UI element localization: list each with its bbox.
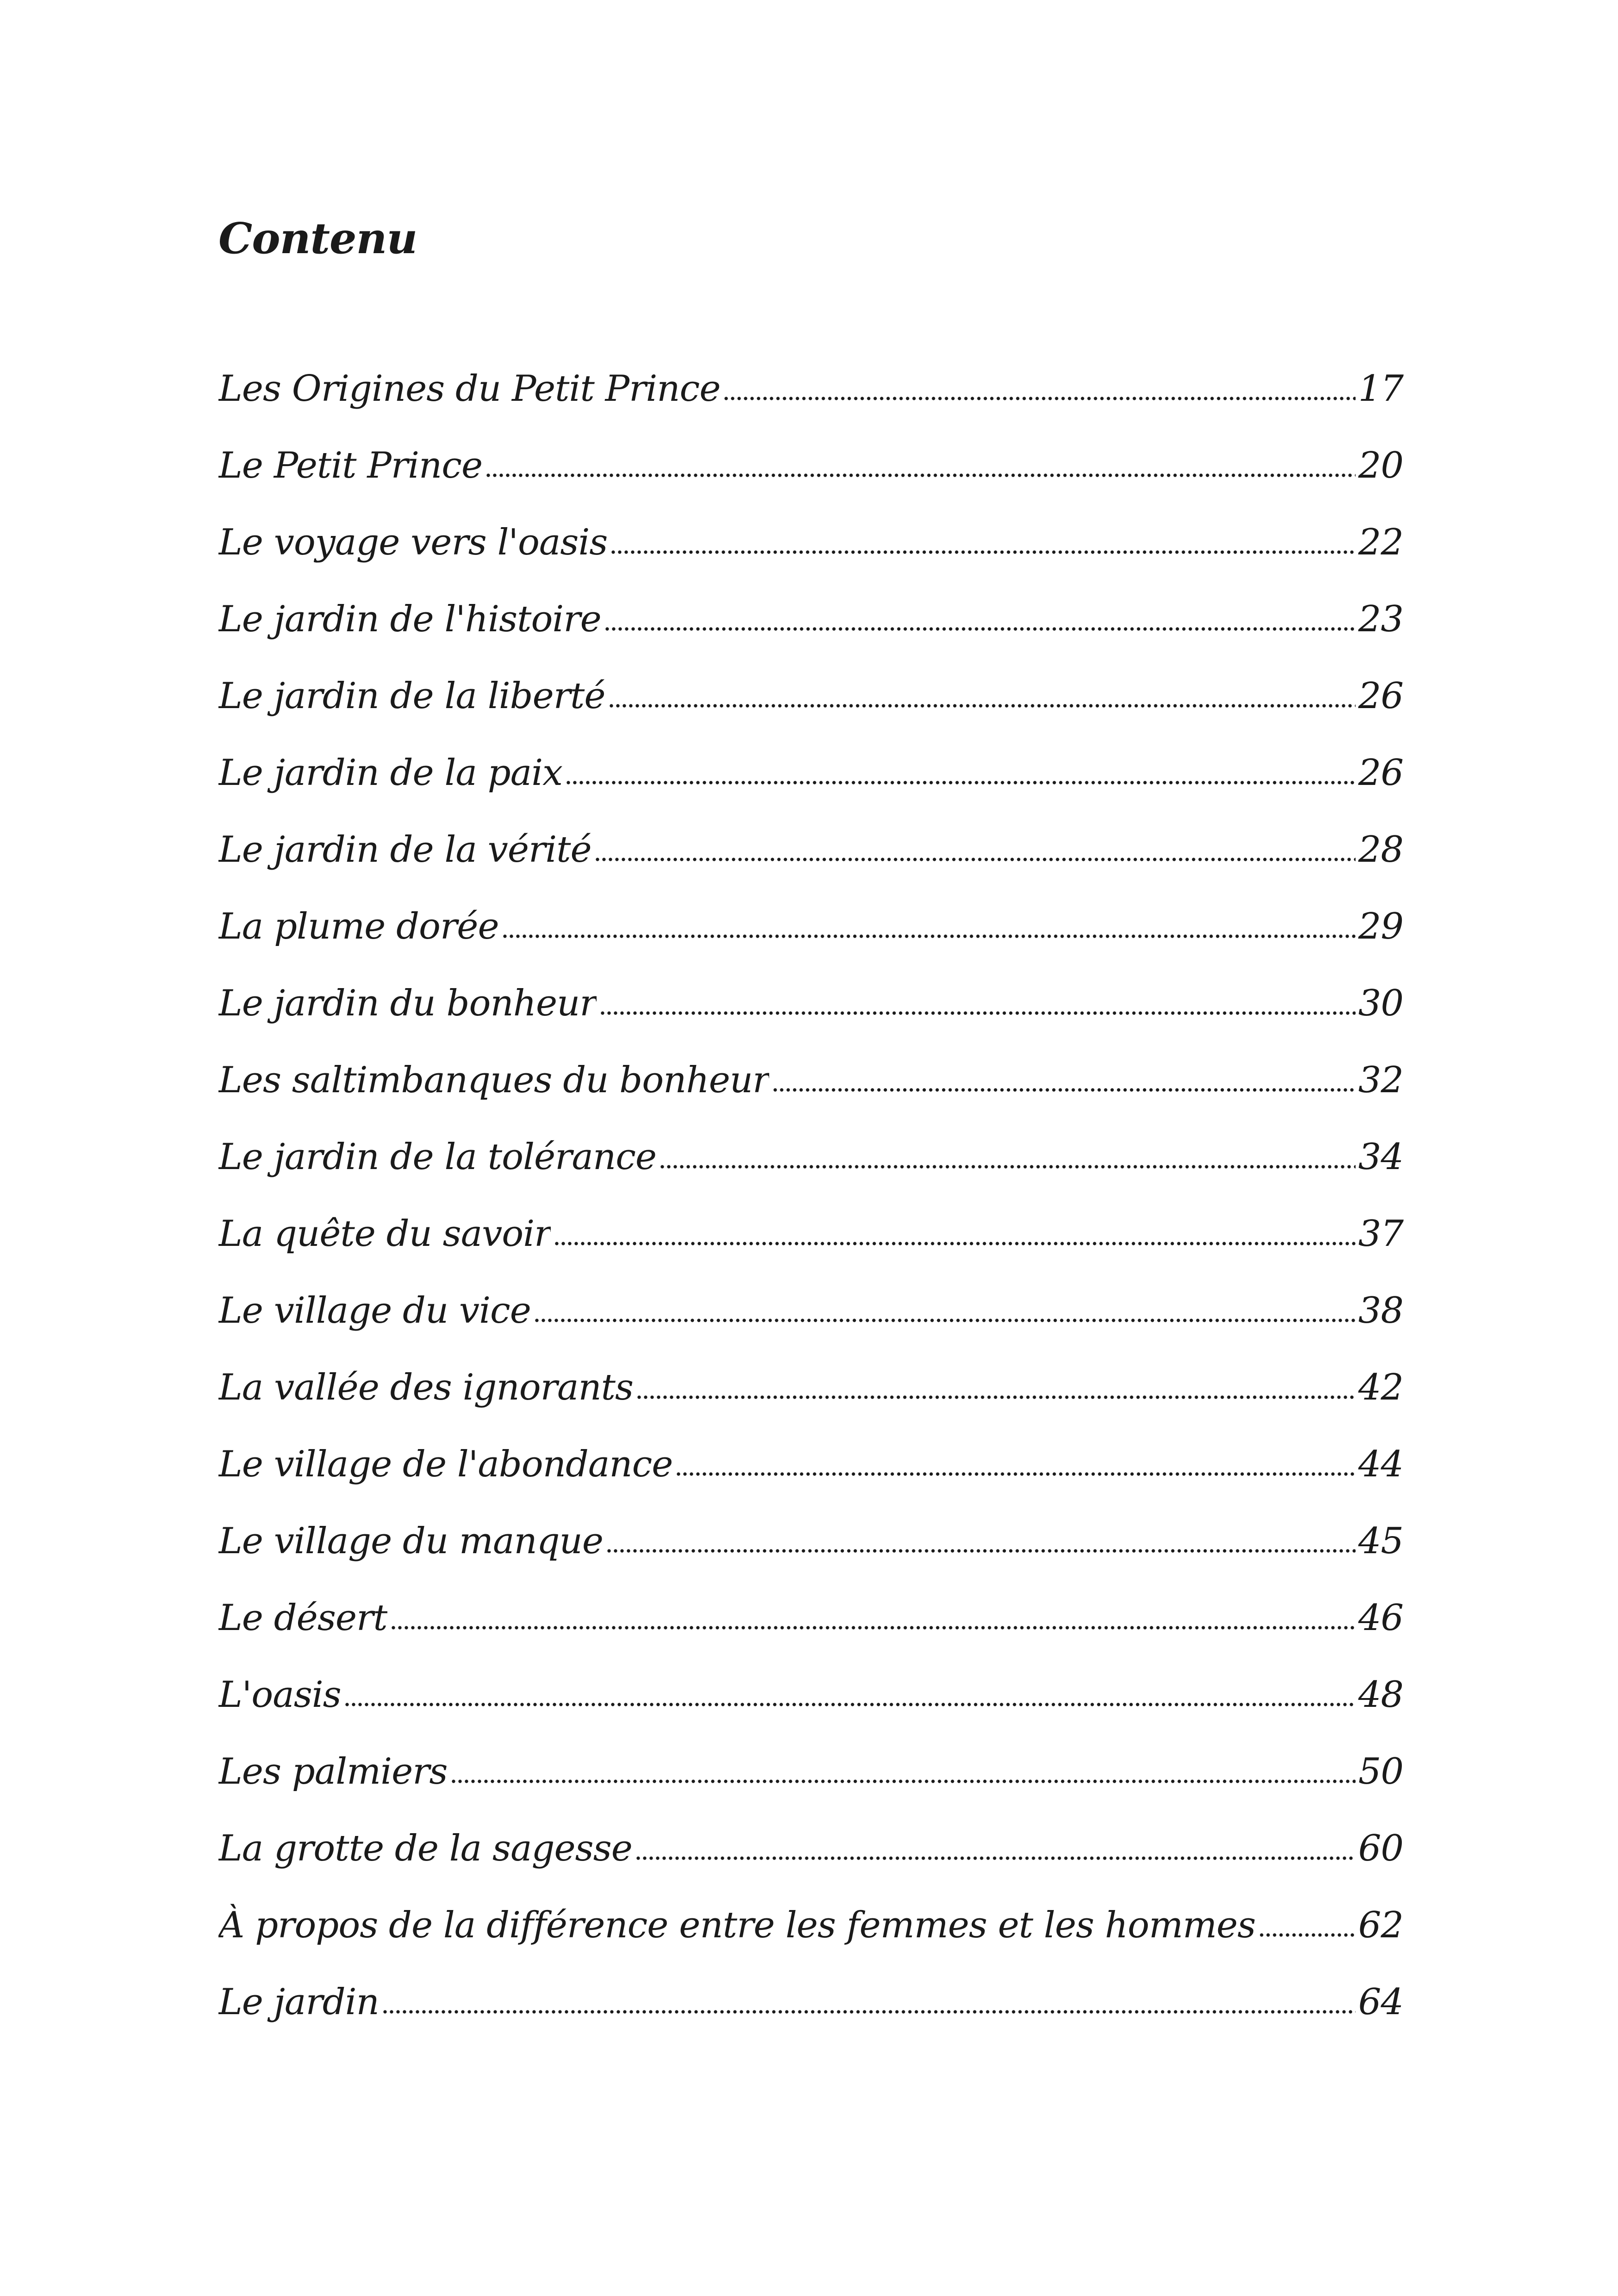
toc-entry-page: 46 (1358, 1597, 1403, 1639)
toc-entry-page: 38 (1358, 1290, 1403, 1332)
toc-entry-label: La quête du savoir (218, 1213, 551, 1255)
toc-entry-label: La vallée des ignorants (218, 1367, 634, 1408)
toc-entry[interactable] (218, 1437, 1403, 1513)
toc-entry[interactable] (218, 438, 1403, 515)
toc-entry[interactable] (218, 1360, 1403, 1437)
toc-entry[interactable] (218, 1513, 1403, 1590)
toc-entry[interactable] (218, 1974, 1403, 2051)
toc-entry-page: 32 (1358, 1059, 1403, 1101)
dot-leader (390, 1625, 1356, 1630)
toc-entry-page: 60 (1358, 1828, 1403, 1869)
toc-entry-page: 30 (1358, 983, 1403, 1024)
toc-entry-page: 42 (1358, 1367, 1403, 1408)
toc-entry-label: Les saltimbanques du bonheur (218, 1059, 770, 1101)
toc-entry-page: 26 (1358, 752, 1403, 794)
dot-leader (635, 1856, 1356, 1860)
toc-entry-page: 20 (1358, 445, 1403, 486)
toc-entry-label: Le village du vice (218, 1290, 531, 1332)
toc-entry-label: Le jardin (218, 1981, 379, 2023)
toc-entry-page: 62 (1358, 1904, 1403, 1946)
dot-leader (723, 396, 1355, 401)
toc-entry-page: 44 (1358, 1444, 1403, 1485)
toc-entry-page: 29 (1358, 906, 1403, 947)
toc-entry[interactable] (218, 1283, 1403, 1360)
toc-entry-label: La plume dorée (218, 906, 499, 947)
toc-entry-label: Le jardin du bonheur (218, 983, 597, 1024)
toc-entry[interactable] (218, 515, 1403, 591)
dot-leader (772, 1088, 1355, 1092)
dot-leader (594, 857, 1356, 862)
table-of-contents (218, 361, 1403, 2051)
toc-entry[interactable] (218, 976, 1403, 1052)
toc-entry-label: Le village du manque (218, 1520, 604, 1562)
dot-leader (1258, 1933, 1356, 1937)
page-title: Contenu (218, 213, 417, 263)
toc-entry-label: Les Origines du Petit Prince (218, 368, 721, 410)
dot-leader (534, 1318, 1356, 1323)
toc-entry-label: La grotte de la sagesse (218, 1828, 632, 1869)
toc-entry-label: Le village de l'abondance (218, 1444, 673, 1485)
toc-entry[interactable] (218, 1129, 1403, 1206)
toc-entry[interactable] (218, 899, 1403, 976)
dot-leader (502, 934, 1356, 939)
toc-entry-page: 48 (1358, 1674, 1403, 1716)
dot-leader (450, 1779, 1356, 1784)
toc-entry[interactable] (218, 668, 1403, 745)
toc-entry[interactable] (218, 822, 1403, 899)
toc-entry-page: 50 (1358, 1751, 1403, 1792)
toc-entry-label: Le jardin de l'histoire (218, 598, 601, 640)
dot-leader (606, 1549, 1356, 1553)
toc-entry[interactable] (218, 745, 1403, 822)
dot-leader (554, 1241, 1355, 1246)
toc-entry[interactable] (218, 1667, 1403, 1744)
dot-leader (659, 1164, 1356, 1169)
toc-entry-label: Le jardin de la tolérance (218, 1136, 657, 1178)
toc-entry[interactable] (218, 361, 1403, 438)
toc-entry[interactable] (218, 1052, 1403, 1129)
toc-entry-page: 22 (1358, 522, 1403, 563)
dot-leader (344, 1702, 1356, 1707)
toc-entry-label: Le Petit Prince (218, 445, 483, 486)
toc-entry-label: Le voyage vers l'oasis (218, 522, 608, 563)
toc-entry-label: Le jardin de la paix (218, 752, 563, 794)
toc-entry-page: 26 (1358, 675, 1403, 717)
toc-entry-label: À propos de la différence entre les femmes et les hommes (218, 1904, 1256, 1946)
toc-entry[interactable] (218, 1590, 1403, 1667)
toc-entry-label: Le désert (218, 1597, 387, 1639)
toc-entry-page: 37 (1358, 1213, 1403, 1255)
dot-leader (608, 703, 1356, 708)
toc-entry[interactable] (218, 1744, 1403, 1821)
toc-entry[interactable] (218, 591, 1403, 668)
toc-entry-page: 17 (1358, 368, 1403, 410)
dot-leader (382, 2010, 1356, 2014)
toc-entry-label: Le jardin de la liberté (218, 675, 605, 717)
dot-leader (675, 1472, 1355, 1476)
toc-entry-page: 64 (1358, 1981, 1403, 2023)
dot-leader (604, 627, 1356, 631)
dot-leader (599, 1011, 1356, 1015)
toc-entry[interactable] (218, 1898, 1403, 1974)
toc-entry-label: Les palmiers (218, 1751, 448, 1792)
toc-entry[interactable] (218, 1206, 1403, 1283)
toc-entry-page: 28 (1358, 829, 1403, 871)
toc-entry-page: 34 (1358, 1136, 1403, 1178)
dot-leader (610, 550, 1355, 554)
dot-leader (636, 1395, 1356, 1400)
dot-leader (565, 780, 1356, 785)
toc-entry-page: 23 (1358, 598, 1403, 640)
toc-entry-page: 45 (1358, 1520, 1403, 1562)
toc-entry-label: Le jardin de la vérité (218, 829, 591, 871)
toc-entry[interactable] (218, 1821, 1403, 1898)
toc-entry-label: L'oasis (218, 1674, 341, 1716)
dot-leader (485, 473, 1356, 478)
